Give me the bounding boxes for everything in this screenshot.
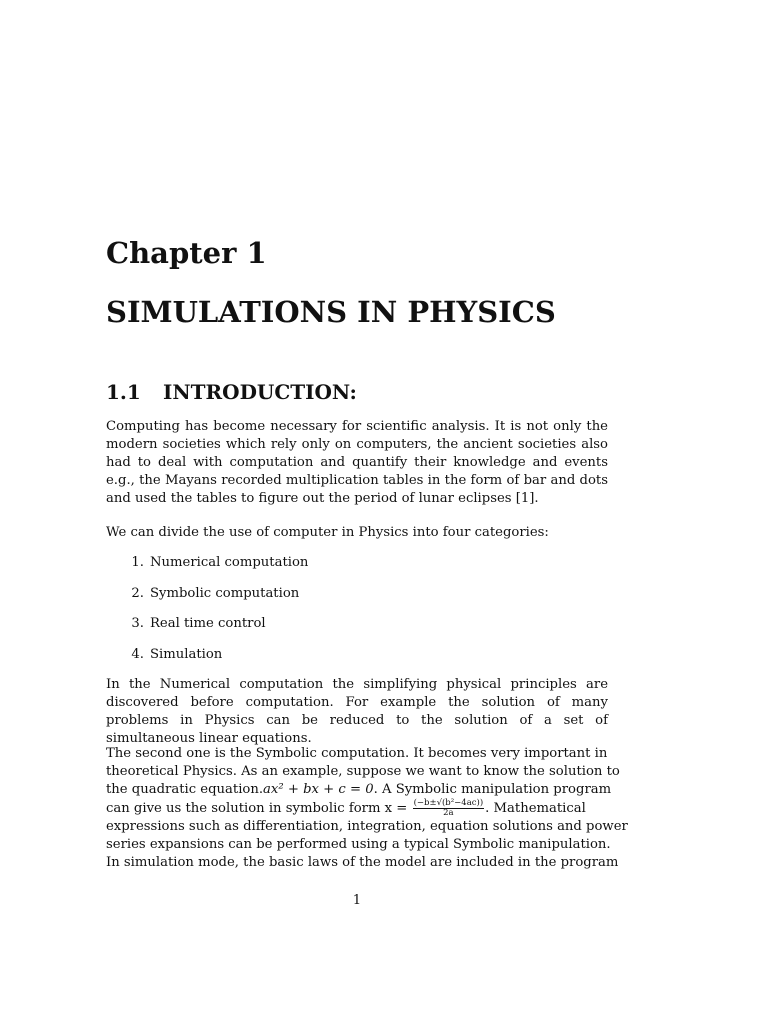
symbolic-line-1: The second one is the Symbolic computation. It becomes very important in (106, 746, 608, 761)
list-item-number: 2. (131, 585, 144, 601)
categories-lead-paragraph: We can divide the use of computer in Physics into four categories: (106, 525, 549, 540)
symbolic-line-3-text: the quadratic equation. (106, 782, 264, 797)
list-item-label: Numerical computation (150, 555, 309, 570)
list-item-label: Real time control (150, 616, 266, 631)
list-item-number: 1. (131, 555, 144, 570)
symbolic-paragraph (106, 745, 628, 872)
list-item (106, 554, 308, 585)
symbolic-line-2: theoretical Physics. As an example, suppose we want to know the solution to (106, 764, 620, 779)
page-number: 1 (352, 893, 362, 908)
list-item (106, 615, 308, 646)
symbolic-line-3-rest: . A Symbolic manipulation program (373, 782, 612, 797)
quadratic-formula (413, 799, 485, 818)
formula-numerator: (−b±√(b²−4ac)) (413, 798, 484, 808)
section-number: 1.1 (106, 380, 141, 404)
section-title: INTRODUCTION: (163, 380, 357, 404)
symbolic-line-7: In simulation mode, the basic laws of the model are included in the program (106, 855, 619, 870)
list-item-label: Symbolic computation (150, 585, 300, 601)
intro-paragraph: Computing has become necessary for scientific analysis. It is not only the modern societies which rely only on computers, the ancient societies also had to deal with computation and quantify their knowledge and events e.g., the Mayans recorded multiplication tables in the form of bar and dots and used the tables to figure out the period of lunar eclipses [1]. (106, 419, 608, 506)
symbolic-line-4 (106, 799, 608, 818)
document-page (106, 0, 628, 1024)
formula-denominator: 2a (443, 808, 454, 818)
list-item-number: 3. (131, 616, 144, 631)
symbolic-line-5: expressions such as differentiation, integration, equation solutions and power (106, 819, 628, 834)
list-item-label: Simulation (150, 646, 223, 662)
symbolic-line-4-text: can give us the solution in symbolic form x = (106, 801, 408, 816)
chapter-title: SIMULATIONS IN PHYSICS (106, 295, 556, 329)
categories-list (106, 554, 308, 676)
quadratic-equation: ax² + bx + c = 0 (263, 782, 374, 797)
list-item (106, 646, 308, 677)
symbolic-line-6: series expansions can be performed using a typical Symbolic manipulation. (106, 837, 611, 852)
symbolic-line-4-rest: . Mathematical (485, 801, 586, 816)
symbolic-line-3 (106, 781, 612, 799)
section-heading (106, 380, 357, 404)
chapter-label: Chapter 1 (106, 236, 267, 270)
numerical-paragraph: In the Numerical computation the simplifying physical principles are discovered before computation. For example the solution of many problems in Physics can be reduced to the solution of a set of simultaneous linear equations. (106, 677, 608, 746)
list-item (106, 585, 308, 616)
list-item-number: 4. (131, 646, 144, 662)
